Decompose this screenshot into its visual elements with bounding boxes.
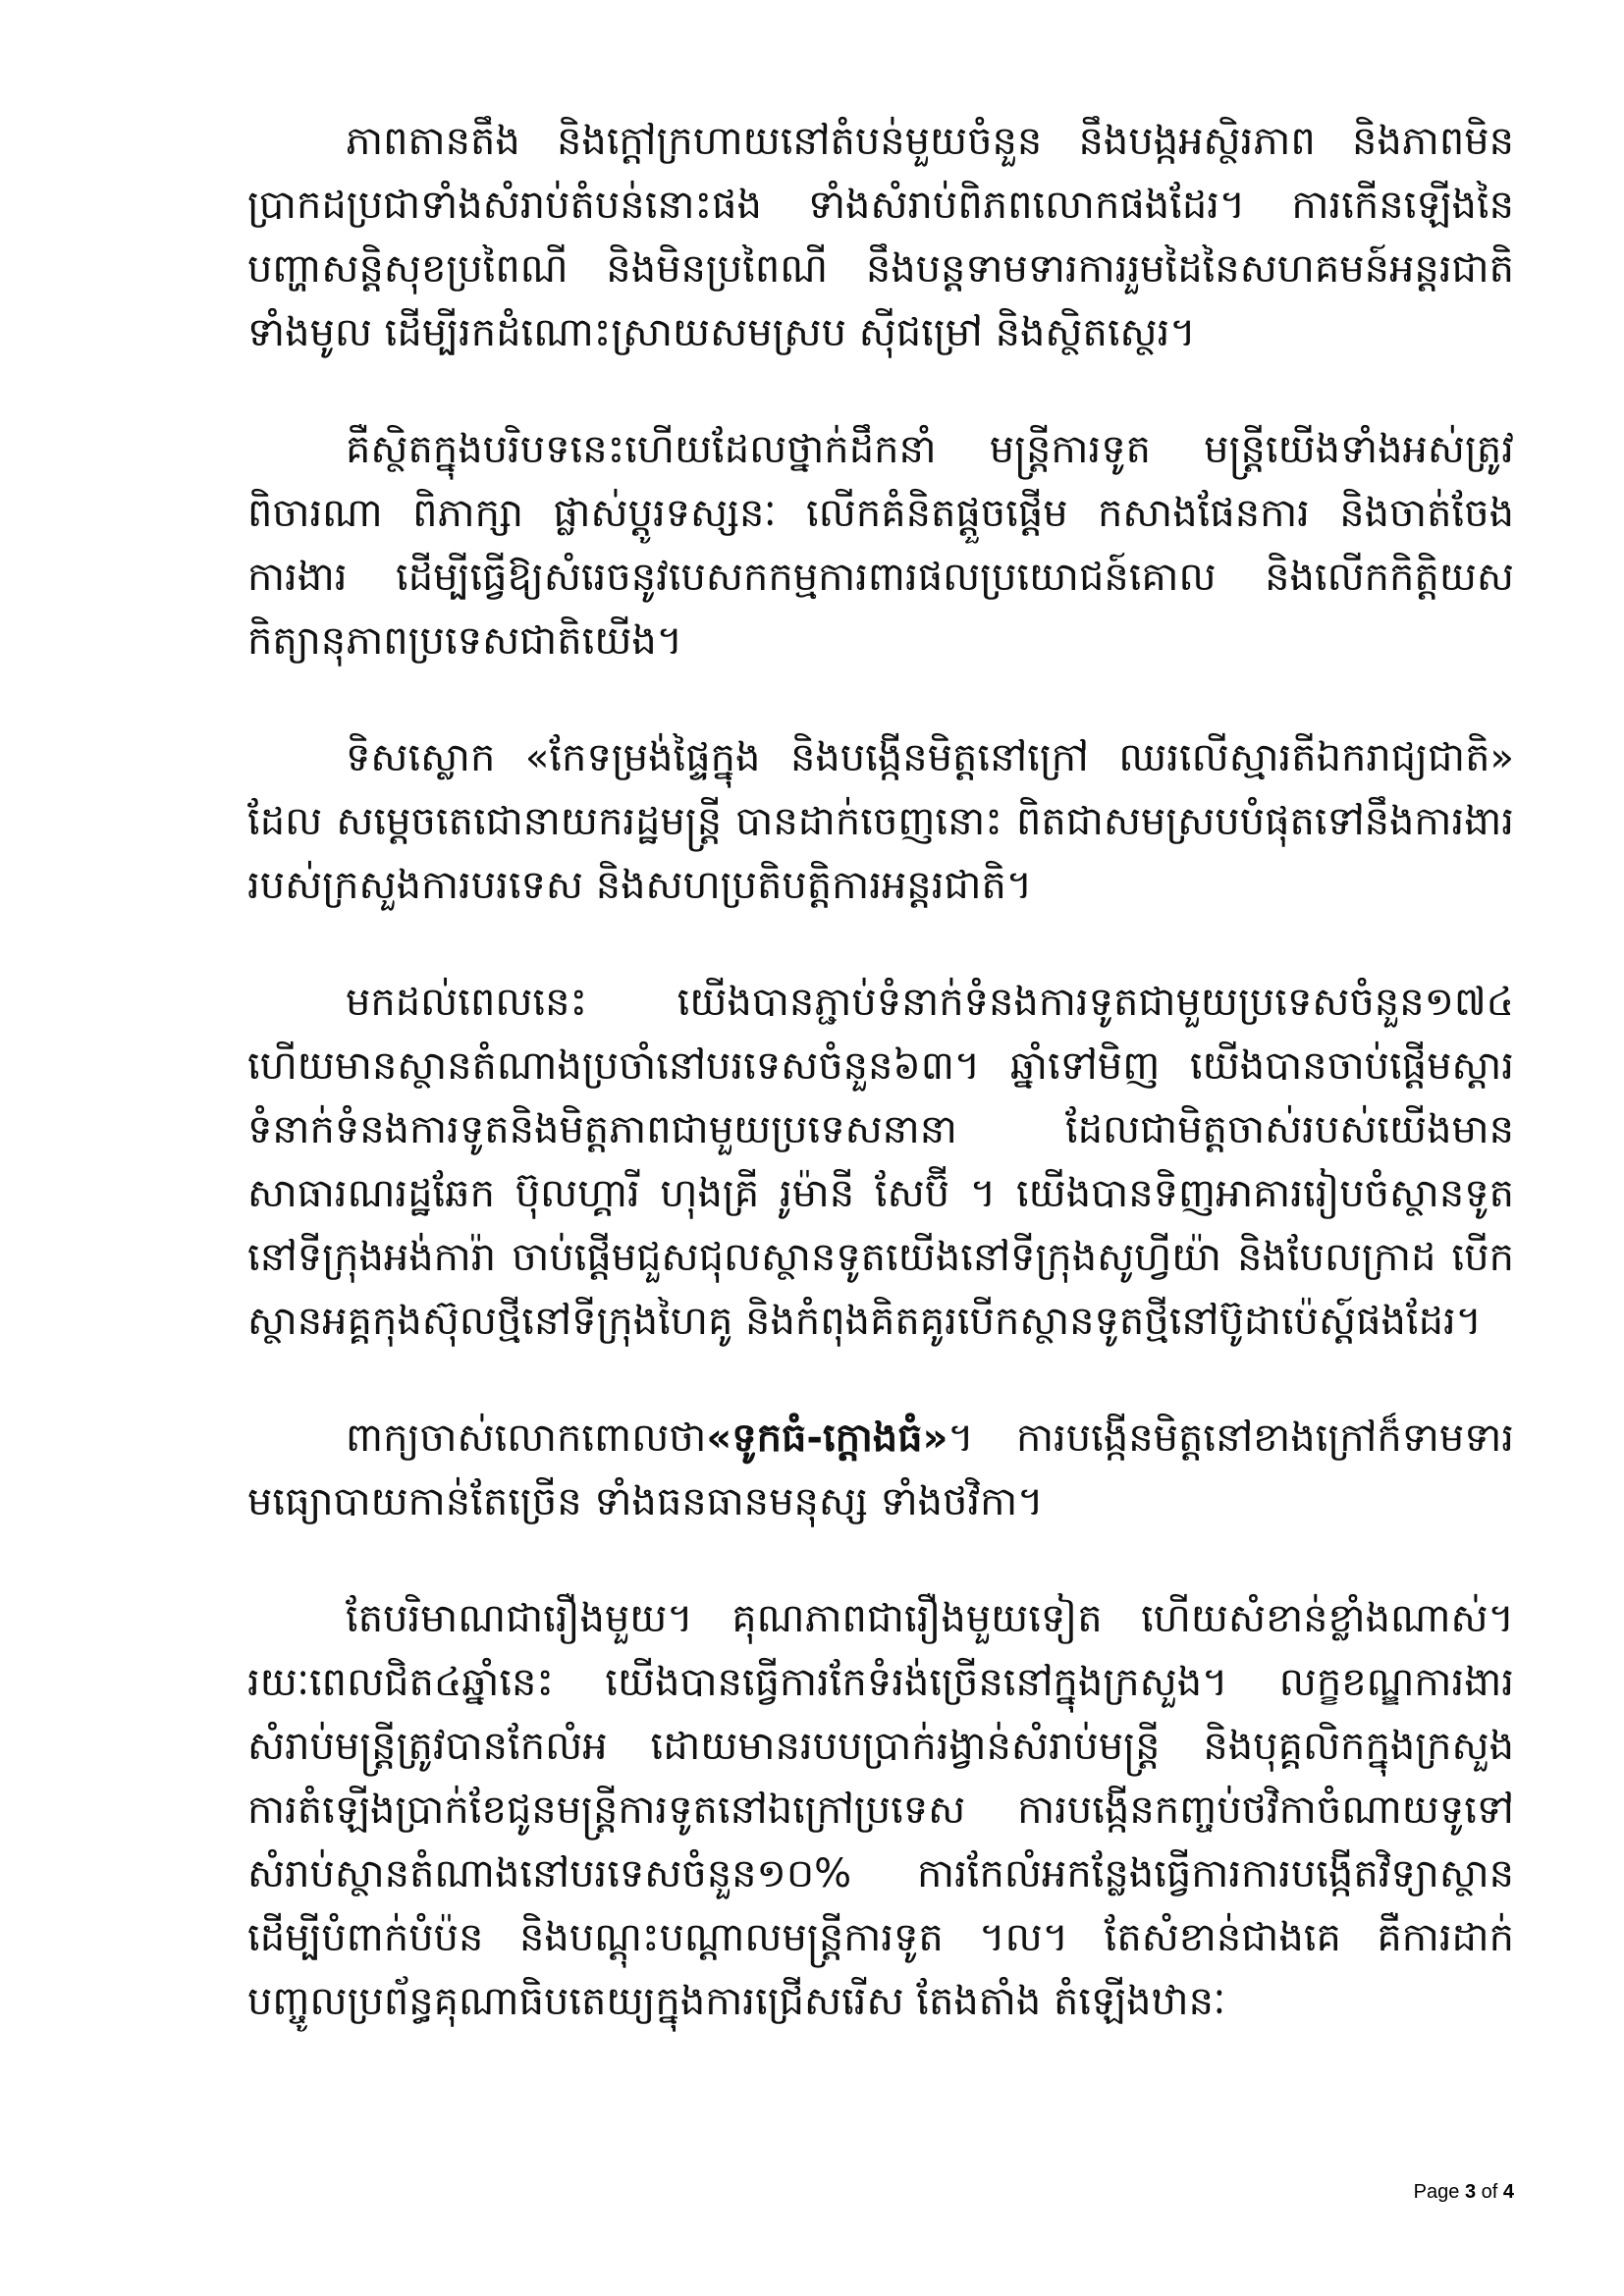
- paragraph-2: គឺស្ថិតក្នុងបរិបទនេះហើយដែលថ្នាក់ដឹកនាំ មន្ត្រីការទូត មន្ត្រីយើងទាំងអស់ត្រូវពិចារណា ពិភាក្សា ផ្លាស់ប្ដូរទស្សនៈ លើកគំនិតផ្ដួចផ្ដើម កសាងផែនការ និងចាត់ចែងការងារ ដើម្បីធ្វើឱ្យសំរេចនូវបេសកកម្មការពារផលប្រយោជន៍គោល និងលើកកិត្តិយស កិត្យានុភាពប្រទេសជាតិយើង។: [247, 427, 1514, 664]
- paragraph-1: ភាពតានតឹង និងក្ដៅក្រហាយនៅតំបន់មួយចំនួន នឹងបង្កអស្ថិរភាព និងភាពមិនប្រាកដប្រជាទាំងសំរាប់តំបន់នោះផង ទាំងសំរាប់ពិភពលោកផងដែរ។ ការកើនឡើងនៃបញ្ហាសន្តិសុខប្រពៃណី និងមិនប្រពៃណី នឹងបន្តទាមទារការរួមដៃនៃសហគមន៍អន្តរជាតិទាំងមូល ដើម្បីរកដំណោះស្រាយសមស្រប ស៊ីជម្រៅ និងស្ថិតស្ថេរ។: [247, 119, 1514, 355]
- paragraph-5: [247, 1407, 1514, 1534]
- paragraph-6: តែបរិមាណជារឿងមួយ។ គុណភាពជារឿងមួយទៀត ហើយសំខាន់ខ្លាំងណាស់។ រយៈពេលជិត៤ឆ្នាំនេះ យើងបានធ្វើការកែទំរង់ច្រើននៅក្នុងក្រសួង។ លក្ខខណ្ឌការងារសំរាប់មន្ត្រីត្រូវបានកែលំអ ដោយមានរបបប្រាក់រង្វាន់សំរាប់មន្ត្រី និងបុគ្គលិកក្នុងក្រសួង ការតំឡើងប្រាក់ខែជូនមន្ត្រីការទូតនៅឯក្រៅប្រទេស ការបង្កើនកញ្ចប់ថវិកាចំណាយទូទៅសំរាប់ស្ថានតំណាងនៅបរទេសចំនួន១០% ការកែលំអកន្លែងធ្វើការការបង្កើតវិទ្យាស្ថានដើម្បីបំពាក់បំប៉ន និងបណ្ដុះបណ្ដាលមន្ត្រីការទូត ។ល។ តែសំខាន់ជាងគេ គឺការដាក់បញ្ចូលប្រព័ន្ធគុណាធិបតេយ្យក្នុងការជ្រើសរើស តែងតាំង តំឡើងឋានៈ: [247, 1596, 1514, 2024]
- of-label: of: [1481, 2181, 1498, 2203]
- paragraph-5-lead: ពាក្យចាស់លោកពោលថា: [346, 1415, 707, 1461]
- paragraph-4: មកដល់ពេលនេះ យើងបានភ្ជាប់ទំនាក់ទំនងការទូតជាមួយប្រទេសចំនួន១៧៤ ហើយមានស្ថានតំណាងប្រចាំនៅបរទេសចំនួន៦៣។ ឆ្នាំទៅមិញ យើងបានចាប់ផ្ដើមស្ដារទំនាក់ទំនងការទូតនិងមិត្តភាពជាមួយប្រទេសនានា ដែលជាមិត្តចាស់របស់យើងមានសាធារណរដ្ឋឆែក ប៊ុលហ្គារី ហុងគ្រី រូម៉ានី សែប៊ី ។ យើងបានទិញអាគាររៀបចំស្ថានទូតនៅទីក្រុងអង់ការ៉ា ចាប់ផ្ដើមជួសជុលស្ថានទូតយើងនៅទីក្រុងសូហ្វីយ៉ា និងបែលក្រាដ បើកស្ថានអគ្គកុងស៊ុលថ្មីនៅទីក្រុងហៃគូ និងកំពុងគិតគូរបើកស្ថានទូតថ្មីនៅប៊ូដាប៉េស្ដ៍ផងដែរ។: [247, 980, 1514, 1344]
- body-text: [247, 110, 1514, 2087]
- paragraph-5-rest: ។ ការបង្កើនមិត្តនៅខាងក្រៅក៏ទាមទារមធ្យោបាយកាន់តែច្រើន ទាំងធនធានមនុស្ស ទាំងថវិកា។: [247, 1415, 1514, 1524]
- total-pages: 4: [1502, 2181, 1514, 2203]
- current-page: 3: [1464, 2181, 1477, 2203]
- proverb-quote: «ទូកធំ-ក្ដោងធំ»: [706, 1415, 948, 1461]
- page-number: [1414, 2181, 1514, 2204]
- paragraph-3: ទិសស្លោក «កែទម្រង់ផ្ទៃក្នុង និងបង្កើនមិត្តនៅក្រៅ ឈរលើស្មារតីឯករាជ្យជាតិ» ដែល សម្ដេចតេជោនាយករដ្ឋមន្ត្រី បានដាក់ចេញនោះ ពិតជាសមស្របបំផុតទៅនឹងការងាររបស់ក្រសួងការបរទេស និងសហប្រតិបត្តិការអន្តរជាតិ។: [247, 735, 1514, 908]
- page-label: Page: [1413, 2181, 1460, 2203]
